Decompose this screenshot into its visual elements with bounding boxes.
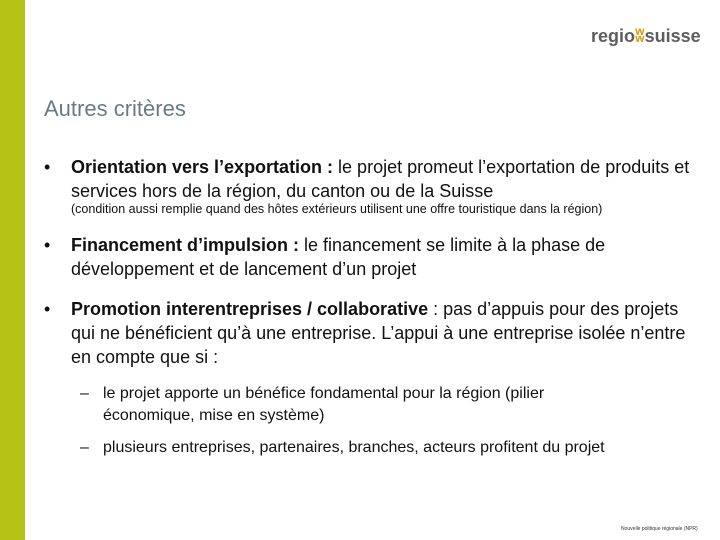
bullet-body: : pas d’appuis pour des projets qui ne bénéficient qu’à une entreprise. L’appui à une entreprise isolée n’entre en compte que si : — [71, 299, 686, 367]
sub-bullet-marker: – — [80, 385, 89, 402]
bullet-marker: • — [44, 235, 51, 255]
footer-caption: Nouvelle politique régionale (NPR) — [621, 526, 698, 532]
bullet-body: le projet promeut l’exportation de produits et services hors de la région, du canton ou de la Suisse — [71, 157, 690, 201]
accent-bar — [0, 0, 25, 540]
bullet-note: (condition aussi remplie quand des hôtes extérieurs utilisent une offre touristique dans la région) — [71, 202, 603, 216]
logo-text-suisse: suisse — [644, 26, 701, 46]
bullet-body: le financement se limite à la phase de développement et de lancement d’un projet — [71, 235, 606, 279]
sub-bullet-text: plusieurs entreprises, partenaires, branches, acteurs profitent du projet — [103, 439, 605, 456]
bullet-text — [71, 155, 691, 203]
bullet-heading: Financement d’impulsion : — [71, 235, 300, 255]
slide-title: Autres critères — [44, 96, 186, 121]
logo-text-regio: regio — [591, 26, 636, 46]
bullet-marker: • — [44, 299, 51, 319]
sub-bullet-text: le projet apporte un bénéfice fondamental pour la région (pilier économique, mise en système) — [103, 385, 545, 424]
bullet-text — [71, 297, 691, 369]
bullet-heading: Orientation vers l’exportation : — [71, 157, 334, 177]
logo-mark-icon: ʬ — [635, 26, 645, 46]
regiosuisse-logo — [591, 26, 701, 47]
bullet-marker: • — [44, 157, 51, 177]
bullet-heading: Promotion interentreprises / collaborative — [71, 299, 429, 319]
bullet-text — [71, 233, 691, 281]
sub-bullet-marker: – — [80, 439, 89, 456]
